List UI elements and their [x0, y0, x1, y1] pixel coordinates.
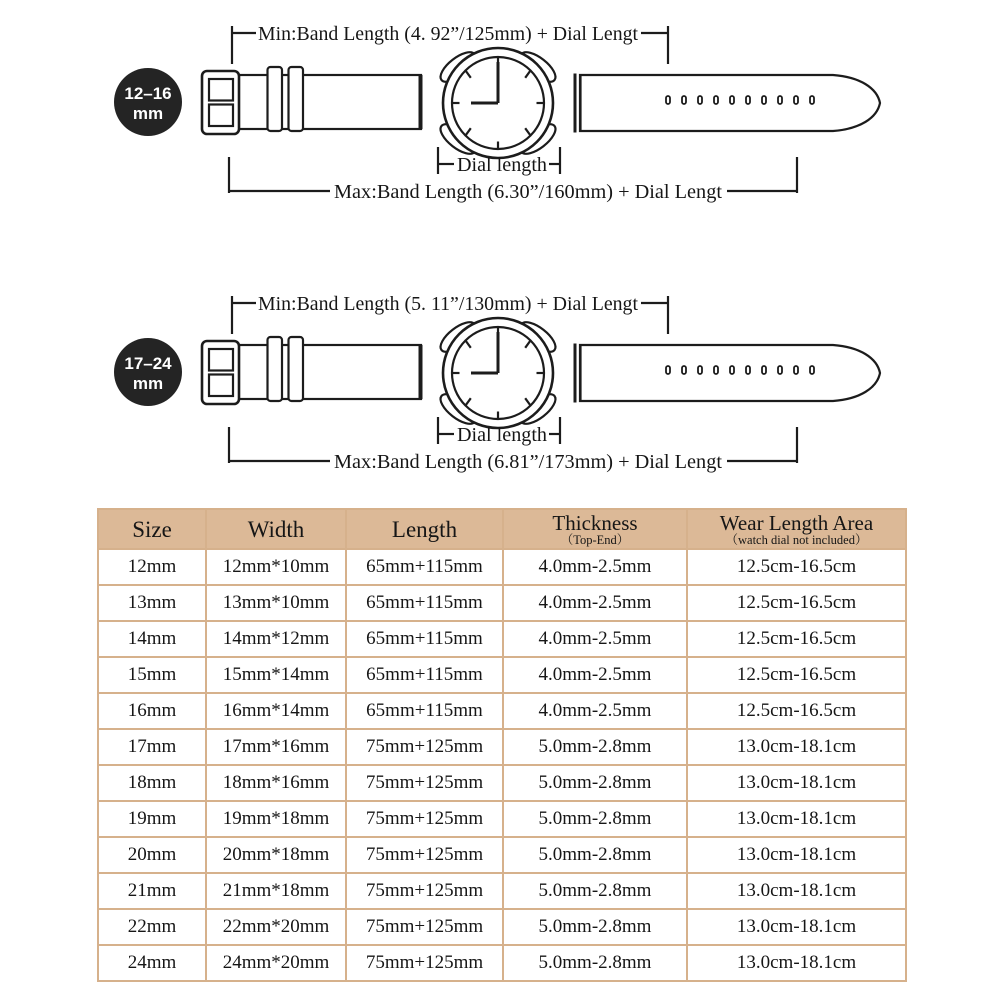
- table-row: [98, 729, 906, 765]
- size-table-section: [97, 508, 905, 982]
- col-header-wear-length-area: [687, 509, 906, 549]
- table-cell: 75mm+125mm: [346, 873, 503, 909]
- table-cell: 75mm+125mm: [346, 801, 503, 837]
- table-cell: 75mm+125mm: [346, 837, 503, 873]
- table-cell: 4.0mm-2.5mm: [503, 585, 687, 621]
- table-cell: 12.5cm-16.5cm: [687, 585, 906, 621]
- watch-head: [436, 317, 560, 429]
- col-header-size: [98, 509, 206, 549]
- table-cell: 13mm*10mm: [206, 585, 346, 621]
- max-band-length-label: Max:Band Length (6.81”/173mm) + Dial Lengt: [334, 451, 723, 473]
- table-row: [98, 693, 906, 729]
- table-cell: 5.0mm-2.8mm: [503, 765, 687, 801]
- table-cell: 75mm+125mm: [346, 765, 503, 801]
- buckle-opening-bottom: [209, 105, 233, 127]
- table-cell: 17mm*16mm: [206, 729, 346, 765]
- table-row: [98, 801, 906, 837]
- min-length-dimension: [232, 23, 668, 64]
- table-cell: 21mm: [98, 873, 206, 909]
- table-cell: 5.0mm-2.8mm: [503, 873, 687, 909]
- buckle-opening-top: [209, 349, 233, 371]
- col-header-length: [346, 509, 503, 549]
- hole-strap: [574, 74, 881, 133]
- table-cell: 65mm+115mm: [346, 693, 503, 729]
- min-band-length-label: Min:Band Length (5. 11”/130mm) + Dial Lengt: [258, 293, 639, 315]
- table-cell: 12.5cm-16.5cm: [687, 693, 906, 729]
- table-cell: 22mm*20mm: [206, 909, 346, 945]
- table-cell: 5.0mm-2.8mm: [503, 909, 687, 945]
- hole-strap: [574, 344, 881, 403]
- table-cell: 5.0mm-2.8mm: [503, 729, 687, 765]
- table-cell: 13mm: [98, 585, 206, 621]
- table-cell: 4.0mm-2.5mm: [503, 549, 687, 585]
- col-header-sublabel: （Top-End）: [560, 532, 630, 547]
- dial-length-label: Dial length: [457, 154, 547, 176]
- col-header-width: [206, 509, 346, 549]
- min-band-length-label: Min:Band Length (4. 92”/125mm) + Dial Lengt: [258, 23, 639, 45]
- col-header-label: Wear Length Area: [719, 510, 874, 535]
- table-row: [98, 945, 906, 981]
- table-cell: 13.0cm-18.1cm: [687, 729, 906, 765]
- buckle-opening-bottom: [209, 375, 233, 397]
- col-header-sublabel: （watch dial not included）: [725, 532, 868, 547]
- col-header-label: Width: [247, 516, 305, 542]
- table-cell: 24mm: [98, 945, 206, 981]
- table-row: [98, 873, 906, 909]
- badge-unit: mm: [132, 374, 164, 393]
- table-row: [98, 621, 906, 657]
- keeper-loop: [289, 337, 304, 401]
- table-cell: 15mm*14mm: [206, 657, 346, 693]
- table-row: [98, 765, 906, 801]
- table-cell: 13.0cm-18.1cm: [687, 801, 906, 837]
- table-cell: 18mm: [98, 765, 206, 801]
- table-cell: 13.0cm-18.1cm: [687, 909, 906, 945]
- buckle-strap: [202, 337, 423, 404]
- table-cell: 13.0cm-18.1cm: [687, 765, 906, 801]
- table-cell: 12mm*10mm: [206, 549, 346, 585]
- max-band-length-label: Max:Band Length (6.30”/160mm) + Dial Lengt: [334, 181, 723, 203]
- strap-end-cap: [419, 345, 423, 399]
- keeper-loop: [268, 337, 283, 401]
- table-cell: 12.5cm-16.5cm: [687, 657, 906, 693]
- table-row: [98, 657, 906, 693]
- table-cell: 12mm: [98, 549, 206, 585]
- table-cell: 22mm: [98, 909, 206, 945]
- buckle-opening-top: [209, 79, 233, 101]
- size-table-body: [98, 549, 906, 981]
- table-cell: 15mm: [98, 657, 206, 693]
- table-cell: 65mm+115mm: [346, 657, 503, 693]
- table-cell: 13.0cm-18.1cm: [687, 873, 906, 909]
- table-cell: 20mm: [98, 837, 206, 873]
- table-cell: 21mm*18mm: [206, 873, 346, 909]
- watch-head: [436, 47, 560, 159]
- table-row: [98, 585, 906, 621]
- table-cell: 12.5cm-16.5cm: [687, 621, 906, 657]
- table-cell: 12.5cm-16.5cm: [687, 549, 906, 585]
- table-cell: 16mm*14mm: [206, 693, 346, 729]
- table-cell: 16mm: [98, 693, 206, 729]
- band-diagram-small-sizes: [0, 0, 1000, 250]
- strap-start-edge: [574, 344, 577, 403]
- table-cell: 65mm+115mm: [346, 621, 503, 657]
- table-cell: 19mm: [98, 801, 206, 837]
- table-cell: 24mm*20mm: [206, 945, 346, 981]
- table-cell: 19mm*18mm: [206, 801, 346, 837]
- table-row: [98, 549, 906, 585]
- table-cell: 5.0mm-2.8mm: [503, 945, 687, 981]
- col-header-label: Length: [391, 516, 458, 542]
- table-cell: 65mm+115mm: [346, 585, 503, 621]
- size-table-header: [98, 509, 906, 549]
- strap-start-edge: [574, 74, 577, 133]
- size-range-badge: [114, 338, 182, 406]
- table-cell: 5.0mm-2.8mm: [503, 801, 687, 837]
- table-cell: 4.0mm-2.5mm: [503, 621, 687, 657]
- size-table: [97, 508, 907, 982]
- header-row: [98, 509, 906, 549]
- table-cell: 13.0cm-18.1cm: [687, 837, 906, 873]
- table-cell: 17mm: [98, 729, 206, 765]
- strap-end-cap: [419, 75, 423, 129]
- table-cell: 14mm: [98, 621, 206, 657]
- table-cell: 4.0mm-2.5mm: [503, 693, 687, 729]
- col-header-label: Thickness: [552, 510, 638, 535]
- table-row: [98, 837, 906, 873]
- min-length-dimension: [232, 293, 668, 334]
- table-cell: 18mm*16mm: [206, 765, 346, 801]
- keeper-loop: [289, 67, 304, 131]
- dial-length-label: Dial length: [457, 424, 547, 446]
- table-cell: 75mm+125mm: [346, 909, 503, 945]
- size-range-badge: [114, 68, 182, 136]
- keeper-loop: [268, 67, 283, 131]
- badge-size-range: 12–16: [124, 84, 172, 103]
- table-cell: 20mm*18mm: [206, 837, 346, 873]
- band-diagram-large-sizes: [0, 270, 1000, 520]
- table-row: [98, 909, 906, 945]
- buckle-strap: [202, 67, 423, 134]
- col-header-label: Size: [132, 516, 172, 542]
- table-cell: 13.0cm-18.1cm: [687, 945, 906, 981]
- table-cell: 75mm+125mm: [346, 729, 503, 765]
- table-cell: 5.0mm-2.8mm: [503, 837, 687, 873]
- col-header-thickness: [503, 509, 687, 549]
- badge-unit: mm: [132, 104, 164, 123]
- table-cell: 75mm+125mm: [346, 945, 503, 981]
- table-cell: 14mm*12mm: [206, 621, 346, 657]
- badge-size-range: 17–24: [124, 354, 172, 373]
- table-cell: 65mm+115mm: [346, 549, 503, 585]
- table-cell: 4.0mm-2.5mm: [503, 657, 687, 693]
